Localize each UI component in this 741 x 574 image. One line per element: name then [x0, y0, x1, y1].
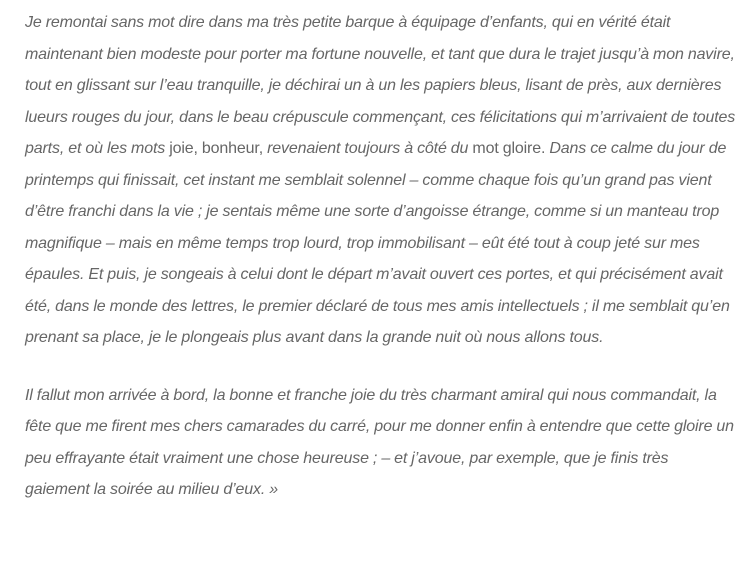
- paragraph-2: [25, 380, 737, 506]
- paragraph-2-text: Il fallut mon arrivée à bord, la bonne et franche joie du très charmant amiral qui nous commandait, la fête que me firent mes chers camarades du carré, pour me donner enfin à entendre que cette gloire un peu effrayante était vraiment une chose heureuse ; – et j’avoue, par exemple, que je finis très gaiement la soirée au milieu d’eux. »: [25, 386, 734, 498]
- paragraph-1: [25, 7, 737, 354]
- paragraph-1-text-cont: revenaient toujours à côté du: [263, 140, 473, 157]
- emphasis-mot-gloire: mot gloire.: [472, 140, 546, 157]
- paragraph-1-text: Je remontai sans mot dire dans ma très petite barque à équipage d’enfants, qui en vérité était maintenant bien modeste pour porter ma fortune nouvelle, et tant que dura le trajet jusqu’à mon navire, tout en glissant sur l’eau tranquille, je déchirai un à un les papiers bleus, lisant de près, aux dernières lueurs rouges du jour, dans le beau crépuscule commençant, ces félicitations qui m’arrivaient de toutes parts, et où les mots: [25, 14, 736, 157]
- article-body: [25, 7, 737, 532]
- paragraph-1-text-end: Dans ce calme du jour de printemps qui finissait, cet instant me semblait solennel – comme chaque fois qu’un grand pas vient d’être franchi dans la vie ; je sentais même une sorte d’angoisse étrange, comme si un manteau trop magnifique – mais en même temps trop lourd, trop immobilisant – eût été tout à coup jeté sur mes épaules. Et puis, je songeais à celui dont le départ m’avait ouvert ces portes, et qui précisément avait été, dans le monde des lettres, le premier déclaré de tous mes amis intellectuels ; il me semblait qu’en prenant sa place, je le plongeais plus avant dans la grande nuit où nous allons tous.: [25, 140, 730, 346]
- emphasis-joie-bonheur: joie, bonheur,: [169, 140, 263, 157]
